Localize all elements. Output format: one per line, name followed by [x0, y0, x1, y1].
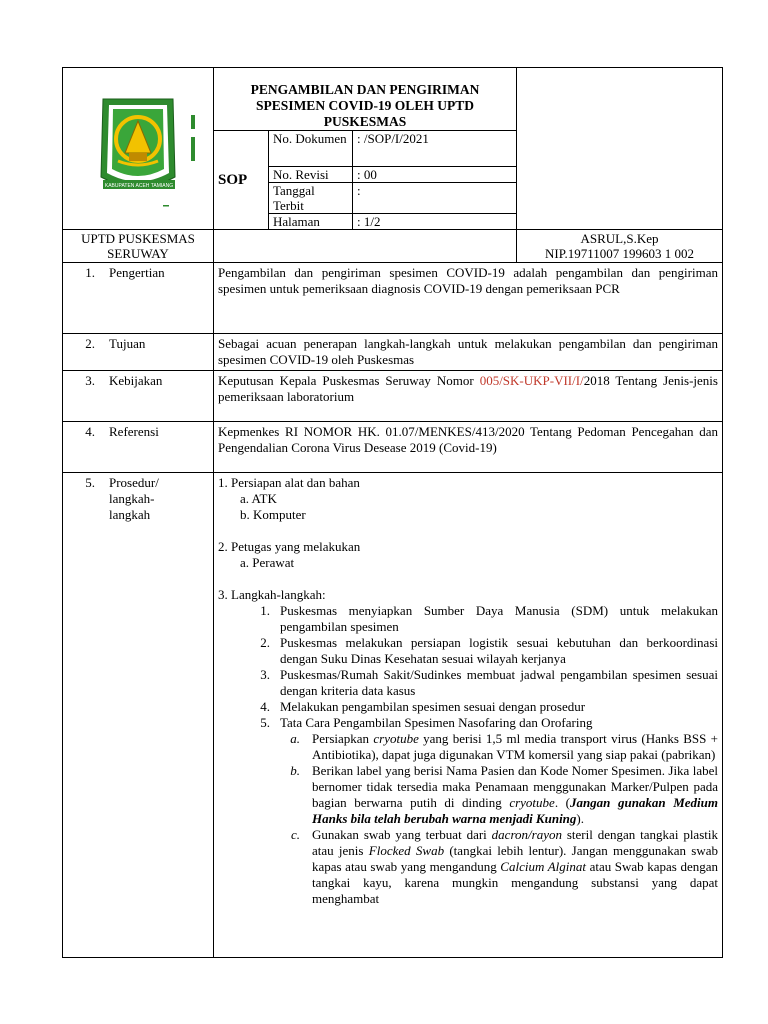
num-referensi: 4. [85, 424, 95, 439]
sop-document [62, 67, 722, 1024]
sop-label: SOP [214, 131, 269, 230]
logo-cell [63, 68, 214, 230]
meta-label-revisi: No. Revisi [269, 167, 353, 183]
sop-table [62, 67, 723, 958]
label-kebijakan-text: Kebijakan [109, 373, 163, 388]
text-tujuan: Sebagai acuan penerapan langkah-langkah untuk melakukan pengambilan dan pengiriman spesimen COVID-19 oleh Puskesmas [214, 334, 723, 371]
kebijakan-number: 005/SK-UKP-VII/I/ [479, 373, 584, 388]
unit-blank-cell [214, 230, 517, 263]
meta-label-halaman: Halaman [269, 214, 353, 230]
label-tujuan-text: Tujuan [109, 336, 146, 351]
meta-value-halaman: : 1/2 [353, 214, 517, 230]
num-prosedur: 5. [85, 475, 95, 490]
text-referensi: Kepmenkes RI NOMOR HK. 01.07/MENKES/413/2020 Tentang Pedoman Pencegahan dan Pengendalian Corona Virus Desease 2019 (Covid-19) [214, 422, 723, 473]
step-item: 5. Tata Cara Pengambilan Spesimen Nasofaring dan Orofaring [260, 715, 593, 730]
label-tujuan [63, 334, 214, 371]
header-blank-cell [517, 68, 723, 230]
meta-value-revisi: : 00 [353, 167, 517, 183]
label-referensi-text: Referensi [109, 424, 159, 439]
label-pengertian-text: Pengertian [109, 265, 165, 280]
signer-nip: NIP.19711007 199603 1 002 [544, 246, 695, 261]
text-pengertian: Pengambilan dan pengiriman spesimen COVID-19 adalah pengambilan dan pengiriman spesimen untuk pemeriksaan diagnosis COVID-19 dengan pemeriksaan PCR [214, 263, 723, 334]
label-prosedur-line2: langkah- [109, 491, 155, 506]
label-prosedur-line1: Prosedur/ [109, 475, 159, 490]
meta-value-tanggal: : [353, 183, 517, 214]
unit-name: UPTD PUSKESMAS SERUWAY [63, 230, 214, 263]
text-prosedur [214, 473, 723, 958]
meta-label-doc: No. Dokumen [269, 131, 353, 167]
step-item: 3. Puskesmas/Rumah Sakit/Sudinkes membuat jadwal pengambilan spesimen sesuai dengan kriteria data kasus [260, 667, 718, 698]
kebijakan-post: 2018 Tentang Jenis-jenis pemeriksaan laboratorium [218, 373, 718, 404]
persiapan-item-atk: a. ATK [240, 491, 277, 506]
kebijakan-pre: Keputusan Kepala Puskesmas Seruway Nomor [218, 373, 480, 388]
document-title: PENGAMBILAN DAN PENGIRIMAN SPESIMEN COVID-19 OLEH UPTD PUSKESMAS [214, 68, 517, 131]
step-item: 4. Melakukan pengambilan spesimen sesuai dengan prosedur [260, 699, 586, 714]
langkah-title: 3. Langkah-langkah: [218, 587, 326, 602]
logo-caption: KABUPATEN ACEH TAMIANG [104, 182, 174, 189]
step-item: 2. Puskesmas melakukan persiapan logistik sesuai kebutuhan dan berkoordinasi dengan Suku Dinas Kesehatan sesuai wilayah kerjanya [260, 635, 718, 666]
substep-b: b. Berikan label yang berisi Nama Pasien dan Kode Nomer Spesimen. Jika label bernomer tidak tersedia maka Penamaan menggunakan Marker/Pulpen pada bagian berwarna putih di dinding cryotube. (Jangan gunakan Medium Hanks bila telah berubah warna menjadi Kuning). [290, 763, 718, 826]
substep-a: a. Persiapkan cryotube yang berisi 1,5 ml media transport virus (Hanks BSS + Antibiotika), dapat juga digunakan VTM komersil yang siap pakai (pabrikan) [290, 731, 719, 762]
persiapan-title: 1. Persiapan alat dan bahan [218, 475, 360, 490]
government-logo [63, 77, 213, 217]
label-pengertian [63, 263, 214, 334]
label-kebijakan [63, 371, 214, 422]
num-pengertian: 1. [85, 265, 95, 280]
petugas-item-perawat: a. Perawat [240, 555, 295, 570]
text-kebijakan [214, 371, 723, 422]
substep-c: c. Gunakan swab yang terbuat dari dacron/rayon steril dengan tangkai plastik atau jenis Flocked Swab (tangkai lebih lentur). Jangan menggunakan swab kapas atau swab yang mengandung Calcium Alginat atau Swab kapas dengan tangkai kayu, karena mungkin mengandung substansi yang dapat menghambat [290, 827, 718, 906]
signer-block [517, 230, 723, 263]
step-item: 1. Puskesmas menyiapkan Sumber Daya Manusia (SDM) untuk melakukan pengambilan spesimen [260, 603, 718, 634]
petugas-title: 2. Petugas yang melakukan [218, 539, 361, 554]
label-prosedur-line3: langkah [109, 507, 151, 522]
num-tujuan: 2. [85, 336, 95, 351]
signer-name: ASRUL,S.Kep [580, 231, 659, 246]
meta-value-doc: : /SOP/I/2021 [353, 131, 517, 167]
meta-label-tanggal: Tanggal Terbit [269, 183, 353, 214]
label-prosedur [63, 473, 214, 958]
num-kebijakan: 3. [85, 373, 95, 388]
label-referensi [63, 422, 214, 473]
persiapan-item-komputer: b. Komputer [240, 507, 306, 522]
